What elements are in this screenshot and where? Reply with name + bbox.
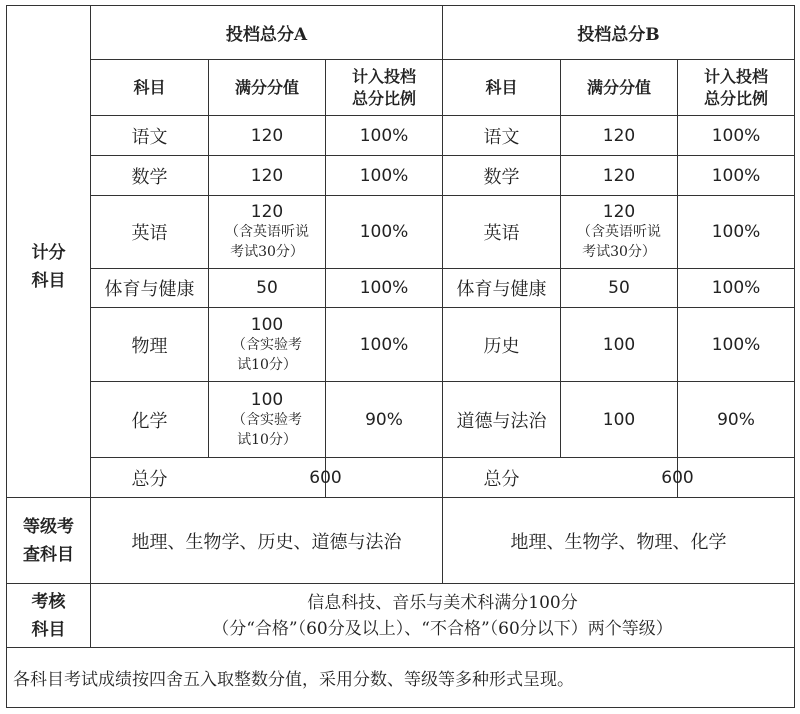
col-ratio-b xyxy=(678,60,794,115)
col-full-score-b: 满分分值 xyxy=(586,77,651,97)
ratio-cell: 90% xyxy=(717,409,755,430)
col-ratio-line1: 计入投档 xyxy=(703,66,768,86)
subject-cell: 数学 xyxy=(483,166,520,188)
group-a-header: 投档总分A xyxy=(225,25,308,45)
score-cell xyxy=(209,382,325,457)
graded-subjects-a: 地理、生物学、历史、道德与法治 xyxy=(131,531,402,553)
score-cell: 50 xyxy=(608,278,630,298)
score-note: 考试30分） xyxy=(230,244,304,260)
score-note: 试10分） xyxy=(237,431,297,448)
ratio-cell: 100% xyxy=(359,165,409,186)
label-line1: 计分 xyxy=(31,242,66,263)
total-value-b: 600 xyxy=(661,467,694,488)
score-value: 120 xyxy=(602,202,636,222)
score-note: 试10分） xyxy=(237,356,297,373)
score-value: 120 xyxy=(250,202,284,222)
col-full-score-a: 满分分值 xyxy=(234,77,299,97)
subject-cell: 物理 xyxy=(131,335,168,357)
label-line2: 科目 xyxy=(31,270,66,291)
graded-subjects-b: 地理、生物学、物理、化学 xyxy=(510,531,727,553)
subject-cell: 语文 xyxy=(131,126,168,148)
score-cell: 100 xyxy=(602,334,636,355)
ratio-cell: 100% xyxy=(359,222,409,242)
scored-subjects-label xyxy=(7,6,90,497)
score-cell: 120 xyxy=(602,165,636,186)
score-cell: 120 xyxy=(250,125,284,146)
score-cell xyxy=(209,308,325,381)
score-cell: 120 xyxy=(250,165,284,186)
total-label-a: 总分 xyxy=(131,468,168,490)
label-line2: 科目 xyxy=(31,619,66,640)
ratio-cell: 100% xyxy=(711,278,761,298)
score-note: 考试30分） xyxy=(582,244,656,260)
score-cell: 100 xyxy=(602,409,636,430)
total-value-a: 600 xyxy=(309,467,342,488)
score-note: （含实验考 xyxy=(232,336,302,353)
score-value: 100 xyxy=(250,389,284,410)
subject-cell: 英语 xyxy=(483,223,520,244)
col-ratio-line2: 总分比例 xyxy=(703,88,768,108)
ratio-cell: 100% xyxy=(359,278,409,298)
border-right xyxy=(794,5,795,708)
subject-cell: 英语 xyxy=(131,223,168,244)
score-note: （含英语听说 xyxy=(225,224,309,240)
ratio-cell: 100% xyxy=(359,125,409,146)
subject-cell: 化学 xyxy=(131,410,168,432)
subject-cell: 数学 xyxy=(131,166,168,188)
col-subject-b: 科目 xyxy=(485,77,518,97)
assessed-subjects-desc xyxy=(91,584,794,647)
col-subject-a: 科目 xyxy=(133,77,166,97)
ratio-cell: 100% xyxy=(711,222,761,242)
assessed-line1: 信息科技、音乐与美术科满分100分 xyxy=(307,592,578,613)
subject-cell: 体育与健康 xyxy=(104,279,195,300)
subject-cell: 历史 xyxy=(483,335,520,357)
col-ratio-a xyxy=(326,60,442,115)
label-line1: 等级考 xyxy=(23,516,74,537)
group-b-header: 投档总分B xyxy=(577,25,660,45)
graded-subjects-label xyxy=(7,498,90,583)
score-cell: 50 xyxy=(256,278,278,298)
border-bottom xyxy=(6,707,795,708)
subject-cell: 体育与健康 xyxy=(456,279,547,300)
ratio-cell: 90% xyxy=(365,409,403,430)
subject-cell: 语文 xyxy=(483,126,520,148)
score-note: （含英语听说 xyxy=(577,224,661,240)
ratio-cell: 100% xyxy=(359,334,409,355)
subject-cell: 道德与法治 xyxy=(456,410,547,432)
footer-note: 各科目考试成绩按四舍五入取整数分值，采用分数、等级等多种形式呈现。 xyxy=(13,670,574,690)
col-ratio-line1: 计入投档 xyxy=(351,66,416,86)
col-ratio-line2: 总分比例 xyxy=(351,88,416,108)
assessed-subjects-label xyxy=(7,584,90,647)
total-label-b: 总分 xyxy=(483,468,520,490)
label-line1: 考核 xyxy=(31,591,66,612)
assessed-line2: （分“合格”（60分及以上）、“不合格”（60分以下）两个等级） xyxy=(212,618,673,639)
score-value: 100 xyxy=(250,314,284,335)
score-note: （含实验考 xyxy=(232,411,302,428)
ratio-cell: 100% xyxy=(711,165,761,186)
score-cell: 120 xyxy=(602,125,636,146)
score-cell xyxy=(561,196,677,268)
ratio-cell: 100% xyxy=(711,334,761,355)
ratio-cell: 100% xyxy=(711,125,761,146)
label-line2: 查科目 xyxy=(23,544,74,565)
score-cell xyxy=(209,196,325,268)
